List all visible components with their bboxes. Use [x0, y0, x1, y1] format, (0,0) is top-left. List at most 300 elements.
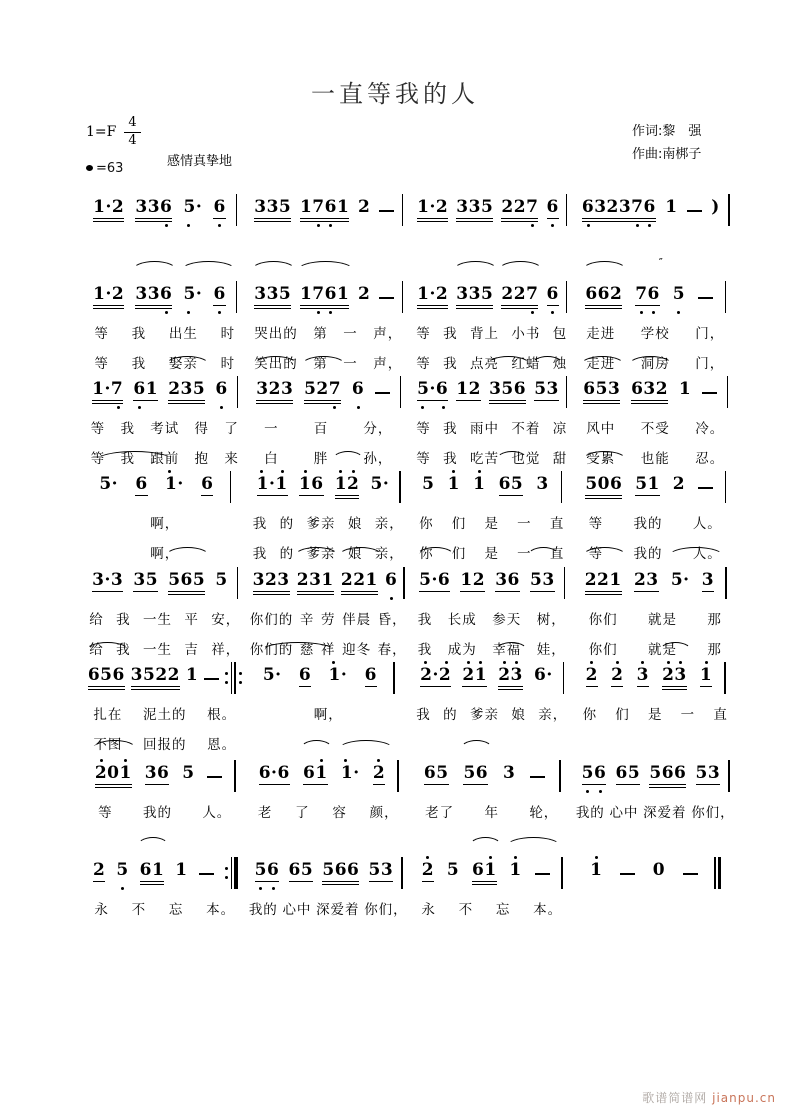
lyric-syllable: 深爱着 — [316, 901, 360, 918]
note-text: 656 — [87, 665, 125, 685]
lyric-syllable: 凉 — [552, 420, 568, 437]
barline-single — [727, 376, 728, 408]
octave-dot-low — [165, 224, 168, 227]
repeat-dots — [239, 662, 242, 694]
note-group — [351, 367, 365, 410]
lyric-syllable: 我的 — [633, 515, 663, 532]
lyric-syllable: 学校 — [640, 325, 670, 342]
barline-single — [566, 194, 567, 226]
note-text: 12 — [460, 570, 486, 590]
note-group — [498, 462, 525, 505]
lyric-syllable: 走进 — [586, 355, 616, 372]
note-text: 1· — [341, 765, 360, 782]
repeat-dot — [225, 876, 228, 879]
octave-dot-low — [640, 311, 643, 314]
note-text: 1 — [665, 197, 678, 217]
measure — [574, 653, 738, 696]
note-text: 5 — [422, 474, 435, 494]
note-text: 2 — [373, 765, 385, 782]
note-group — [256, 462, 289, 505]
note-text: 2·2 — [420, 667, 451, 684]
lyric-row — [83, 699, 737, 726]
note-group — [92, 185, 125, 228]
barline-stroke — [566, 194, 567, 226]
note-text: 3 — [637, 667, 649, 684]
lyric-syllable: 等 — [416, 325, 431, 342]
note-text: 221 — [584, 570, 622, 590]
note-group — [134, 462, 148, 505]
octave-dot-high — [339, 470, 342, 473]
note-text: 65 — [288, 860, 314, 880]
note-group — [253, 185, 292, 228]
measure — [247, 653, 411, 696]
note-group — [203, 653, 220, 696]
octave-dot-low — [599, 790, 602, 793]
note-group — [368, 848, 395, 891]
lyric-syllable: 声， — [373, 355, 403, 372]
note-group — [115, 848, 129, 891]
lyric-measure — [247, 898, 411, 918]
note-text: 6· — [534, 665, 553, 685]
lyric-syllable: 爹亲 — [306, 545, 336, 562]
note-group — [670, 558, 691, 601]
barline-rep_end — [224, 857, 238, 889]
barline-stroke — [728, 194, 729, 226]
barline-stroke — [564, 567, 565, 599]
note-group — [298, 462, 325, 505]
lyric-syllable: 人。 — [692, 515, 722, 532]
note-text: 1 — [590, 862, 602, 879]
measure — [247, 185, 411, 228]
note-group — [634, 462, 661, 505]
octave-dot-low — [218, 224, 221, 227]
note-text: 3 — [536, 474, 549, 494]
lyric-syllable: 轮， — [529, 804, 559, 821]
note-text: 1 — [678, 379, 692, 399]
measure — [410, 272, 574, 315]
note-group — [206, 751, 223, 794]
barline-stroke — [725, 281, 726, 313]
lyric-syllable: 就是 — [647, 641, 677, 658]
note-text: 65 — [615, 763, 641, 783]
note-group — [378, 272, 395, 315]
note-text: 6 — [215, 381, 227, 398]
note-group — [502, 751, 516, 794]
note-text: 1·2 — [417, 197, 449, 217]
lyric-syllable: 亲， — [374, 515, 404, 532]
note-text: 6 — [385, 572, 397, 589]
note-group — [139, 848, 166, 891]
lyric-syllable: 等 — [94, 355, 109, 372]
lyric-measure — [574, 322, 738, 342]
note-group — [183, 185, 204, 228]
barline-stroke — [393, 662, 394, 694]
octave-dot-high — [479, 661, 482, 664]
system-row — [83, 462, 737, 565]
note-text: 1 — [473, 476, 485, 493]
lyric-syllable: 我 — [417, 641, 433, 658]
octave-dot-high — [424, 661, 427, 664]
lyric-syllable: 我 — [417, 611, 433, 628]
lyric-syllable: 忍。 — [695, 450, 725, 467]
barline-stroke — [566, 281, 567, 313]
octave-dot-low — [329, 311, 332, 314]
octave-dot-low — [652, 311, 655, 314]
note-text: 662 — [585, 284, 623, 304]
octave-dot-low — [390, 597, 393, 600]
note-group — [584, 272, 623, 315]
lyric-syllable: 你们的 — [249, 611, 294, 628]
note-text: 6 — [135, 474, 148, 494]
note-text: 6 — [352, 381, 364, 398]
lyric-measure — [574, 703, 738, 723]
lyric-syllable: 你们， — [691, 804, 735, 821]
note-text: 5 — [182, 763, 195, 783]
note-group — [664, 185, 678, 228]
octave-dot-low — [220, 406, 223, 409]
lyric-syllable: 不受 — [640, 420, 670, 437]
note-text: 23 — [498, 667, 523, 684]
note-group — [416, 272, 449, 315]
barline-single — [564, 567, 565, 599]
note-text: 12 — [456, 379, 481, 399]
octave-dot-low — [272, 887, 275, 890]
barline-stroke — [400, 376, 401, 408]
note-group — [462, 751, 489, 794]
note-text: 201 — [95, 765, 132, 782]
lyric-syllable: 等 — [588, 545, 604, 562]
lyric-syllable: 你们 — [588, 641, 618, 658]
lyric-measure — [83, 417, 247, 437]
time-signature-bottom: 4 — [128, 132, 137, 148]
barline-stroke — [728, 760, 729, 792]
lyric-syllable: 我 — [120, 420, 135, 437]
lyric-measure — [83, 801, 247, 821]
time-signature-top: 4 — [124, 116, 140, 133]
note-group — [299, 185, 350, 228]
barline-single — [725, 281, 726, 313]
note-text: 6 — [298, 665, 312, 685]
measure — [247, 462, 411, 505]
note-group — [710, 185, 721, 228]
note-row — [83, 751, 737, 794]
lyric-syllable: 娃， — [536, 641, 566, 658]
note-group — [678, 367, 692, 410]
octave-dot-low — [531, 224, 534, 227]
note-group — [340, 558, 379, 601]
note-text: 2 — [92, 860, 106, 880]
lyric-syllable: 颜， — [369, 804, 399, 821]
note-group — [421, 462, 435, 505]
octave-dot-low — [165, 311, 168, 314]
note-group — [697, 272, 714, 315]
lyric-syllable: 我的 — [633, 545, 663, 562]
note-group — [421, 848, 435, 891]
barline-stroke — [725, 471, 726, 503]
lyric-syllable: 出生 — [168, 325, 198, 342]
barline-single — [234, 760, 235, 792]
lyric-syllable: 时 — [220, 325, 236, 342]
lyric-syllable: 等 — [90, 420, 106, 437]
note-group — [581, 751, 608, 794]
note-text: 35 — [133, 570, 159, 590]
barline-single — [401, 857, 402, 889]
note-text: 1·7 — [92, 381, 123, 398]
lyric-syllable: 一生 — [142, 641, 172, 658]
lyric-syllable: 平 — [184, 611, 199, 628]
measure — [83, 653, 247, 696]
note-group — [584, 558, 623, 601]
note-text — [204, 678, 219, 680]
note-text: 2 — [358, 284, 371, 304]
note-text: 61 — [472, 862, 497, 879]
note-text: 1·2 — [417, 284, 449, 304]
note-text: 6 — [547, 199, 559, 216]
expression-marking: 感情真挚地 — [167, 154, 233, 169]
lyric-row — [83, 508, 737, 535]
note-group — [494, 558, 521, 601]
note-group — [508, 848, 522, 891]
note-text — [698, 487, 713, 489]
note-group — [661, 653, 688, 696]
tempo-marking — [86, 161, 141, 176]
slur-arc — [297, 261, 354, 271]
measure — [410, 751, 574, 794]
lyric-syllable: 风中 — [586, 420, 616, 437]
barline-stroke — [236, 194, 237, 226]
system-row — [83, 848, 737, 921]
note-group — [167, 367, 206, 410]
lyric-measure — [574, 512, 738, 532]
measure — [247, 848, 411, 891]
note-text: 323 — [256, 379, 294, 399]
barline-stroke — [718, 857, 722, 889]
note-text: 335 — [456, 197, 494, 217]
lyric-syllable: 慈 — [299, 641, 315, 658]
note-row — [83, 462, 737, 505]
lyric-syllable: 容 — [332, 804, 347, 821]
lyric-syllable: 背上 — [469, 325, 499, 342]
lyric-syllable: 永 — [94, 901, 109, 918]
repeat-dot — [225, 672, 228, 675]
note-group — [296, 558, 335, 601]
lyric-syllable: 不 — [131, 901, 147, 918]
barline-stroke — [236, 281, 237, 313]
barline-single — [561, 857, 562, 889]
note-group — [533, 653, 554, 696]
lyric-syllable: 我 — [131, 325, 147, 342]
lyric-syllable: 不 — [458, 901, 474, 918]
lyric-syllable: 我 — [252, 515, 268, 532]
barline-final — [714, 857, 721, 889]
octave-dot-high — [124, 759, 127, 762]
barline-stroke — [559, 760, 560, 792]
note-group — [299, 272, 350, 315]
composer-credit: 作曲:南梆子 — [632, 146, 702, 162]
lyric-measure — [410, 512, 574, 532]
octave-dot-low — [551, 311, 554, 314]
lyric-syllable: 了 — [224, 420, 239, 437]
octave-dot-low — [636, 224, 639, 227]
octave-dot-high — [667, 661, 670, 664]
lyric-measure — [410, 898, 574, 918]
measure — [83, 848, 247, 891]
note-text: 5 — [446, 860, 460, 880]
lyric-measure — [247, 512, 411, 532]
barline-stroke — [566, 376, 567, 408]
note-group — [212, 272, 226, 315]
lyric-syllable: 的 — [443, 706, 458, 723]
lyric-syllable: 也能 — [640, 450, 670, 467]
note-text: 53 — [368, 860, 394, 880]
note-row — [83, 848, 737, 891]
octave-dot-high — [332, 661, 335, 664]
lyric-syllable: 心中 — [609, 804, 639, 821]
note-text: ) — [711, 197, 720, 217]
note-text: 6 — [213, 286, 225, 303]
barline-stroke — [401, 857, 402, 889]
octave-dot-high — [595, 856, 598, 859]
lyric-syllable: 春， — [377, 641, 407, 658]
slur-arc — [582, 261, 627, 271]
note-group — [130, 653, 181, 696]
octave-dot-high — [478, 470, 481, 473]
note-text: 235 — [168, 379, 206, 399]
note-text: 335 — [254, 197, 292, 217]
note-group — [672, 272, 686, 315]
note-text: 21 — [462, 667, 487, 684]
note-group — [214, 367, 228, 410]
note-group — [91, 558, 124, 601]
note-text: 3·3 — [92, 570, 124, 590]
lyric-syllable: 也觉 — [511, 450, 541, 467]
note-text — [375, 392, 390, 394]
lyric-measure — [574, 417, 738, 437]
note-group — [134, 185, 173, 228]
measure — [574, 848, 738, 891]
lyric-measure — [410, 608, 574, 628]
note-text: 6 — [201, 474, 214, 494]
watermark-link[interactable]: jianpu.cn — [712, 1091, 776, 1105]
measure — [247, 751, 411, 794]
note-text — [683, 873, 698, 875]
lyric-syllable: 那 — [707, 641, 722, 658]
note-text: 1 — [448, 476, 460, 493]
note-text: 5· — [262, 665, 282, 685]
repeat-dots — [225, 662, 228, 694]
slur-arc — [469, 837, 502, 847]
note-group — [686, 185, 703, 228]
octave-dot-low — [117, 406, 120, 409]
note-text: 3 — [701, 570, 715, 590]
note-text — [687, 210, 702, 212]
note-group — [334, 462, 361, 505]
note-text: 56 — [463, 763, 489, 783]
note-group — [302, 751, 329, 794]
note-text: 61 — [139, 860, 165, 880]
octave-dot-high — [377, 759, 380, 762]
lyric-syllable: 给 — [89, 641, 104, 658]
watermark-site: 歌谱简谱网 — [642, 1091, 708, 1105]
lyric-syllable: 我 — [131, 355, 147, 372]
note-text: 23 — [633, 570, 659, 590]
note-text: 23 — [662, 667, 687, 684]
lyric-syllable: 成为 — [447, 641, 477, 658]
lyric-measure — [247, 608, 411, 628]
note-group — [581, 185, 657, 228]
note-group — [459, 558, 486, 601]
lyric-syllable: 我 — [252, 545, 268, 562]
lyric-syllable: 一生 — [142, 611, 172, 628]
barline-single — [559, 760, 560, 792]
barline-single — [728, 760, 729, 792]
barline-single — [236, 281, 237, 313]
lyric-measure — [83, 322, 247, 342]
note-text: 61 — [303, 765, 328, 782]
note-text: 51 — [635, 474, 660, 494]
note-text: 5· — [184, 199, 203, 216]
time-signature — [124, 116, 140, 149]
lyric-row — [83, 894, 737, 921]
note-text: 5·6 — [419, 570, 451, 590]
note-group — [416, 185, 449, 228]
watermark — [642, 1089, 776, 1106]
note-text: 336 — [135, 199, 172, 216]
note-group — [94, 751, 133, 794]
note-group — [167, 558, 206, 601]
lyric-syllable: 甜 — [552, 450, 568, 467]
note-text: 2 — [611, 667, 623, 684]
system-row — [83, 558, 737, 661]
slur-arc — [506, 837, 561, 847]
note-group — [419, 653, 452, 696]
slur-arc — [181, 261, 237, 271]
lyric-syllable: 声， — [373, 325, 403, 342]
lyric-syllable: 娘 — [347, 545, 363, 562]
note-group — [652, 848, 666, 891]
lyric-syllable: 亲， — [374, 545, 404, 562]
note-group — [374, 367, 391, 410]
lyric-syllable: 直 — [713, 706, 728, 723]
octave-dot-low — [357, 406, 360, 409]
lyricist-credit: 作词:黎 强 — [632, 124, 702, 139]
measure — [410, 848, 574, 891]
lyric-syllable: 烛 — [552, 355, 568, 372]
note-group — [546, 272, 560, 315]
lyric-syllable: 吉 — [184, 641, 199, 658]
slur-arc — [137, 837, 170, 847]
quarter-note-icon — [86, 165, 93, 171]
note-text: 5 — [215, 570, 228, 590]
lyric-syllable: 心中 — [282, 901, 312, 918]
note-text — [535, 873, 550, 875]
note-group — [87, 653, 126, 696]
repeat-dot — [239, 672, 242, 675]
barline-stroke — [714, 857, 715, 889]
octave-dot-high — [452, 470, 455, 473]
note-group — [610, 653, 624, 696]
octave-dot-high — [679, 661, 682, 664]
note-group — [321, 848, 360, 891]
lyric-syllable: 本。 — [206, 901, 236, 918]
lyric-syllable: 包 — [552, 325, 568, 342]
note-text — [379, 210, 394, 212]
lyric-syllable: 深爱着 — [643, 804, 687, 821]
note-group — [546, 185, 560, 228]
measure — [574, 751, 738, 794]
note-group — [303, 367, 342, 410]
lyric-syllable: 我 — [116, 641, 131, 658]
